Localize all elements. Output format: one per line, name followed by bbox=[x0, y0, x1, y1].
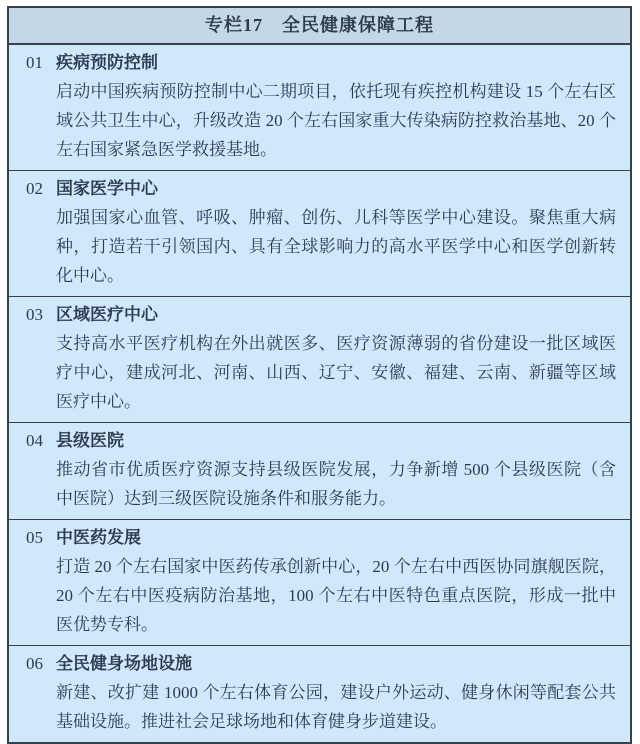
row-number: 04 bbox=[26, 431, 43, 450]
row-body-text: 启动中国疾病预防控制中心二期项目，依托现有疾控机构建设 15 个左右区域公共卫生中心，升级改造 20 个左右国家重大传染病防控救治基地、20 个左右国家紧急医学救援基地。 bbox=[56, 82, 616, 159]
row-heading: 县级医院 bbox=[56, 431, 124, 450]
row-title-line bbox=[9, 300, 630, 329]
row-number: 05 bbox=[26, 528, 43, 547]
row-heading: 区域医疗中心 bbox=[56, 305, 158, 324]
info-box-table bbox=[7, 6, 632, 744]
row-number: 06 bbox=[26, 654, 43, 673]
row-title-line bbox=[9, 426, 630, 455]
row-body-text: 支持高水平医疗机构在外出就医多、医疗资源薄弱的省份建设一批区域医疗中心，建成河北、河南、山西、辽宁、安徽、福建、云南、新疆等区域医疗中心。 bbox=[56, 334, 616, 411]
row-heading: 中医药发展 bbox=[56, 528, 141, 547]
row-heading: 疾病预防控制 bbox=[56, 53, 158, 72]
row-title-line bbox=[9, 48, 630, 77]
row-title-line bbox=[9, 649, 630, 678]
row-body-text: 推动省市优质医疗资源支持县级医院发展，力争新增 500 个县级医院（含中医院）达到三级医院设施条件和服务能力。 bbox=[56, 460, 616, 508]
row-title-line bbox=[9, 174, 630, 203]
panel-title: 专栏17 全民健康保障工程 bbox=[9, 8, 630, 45]
table-row bbox=[9, 645, 630, 742]
table-row bbox=[9, 519, 630, 645]
row-body-text: 打造 20 个左右国家中医药传承创新中心，20 个左右中西医协同旗舰医院，20 个左右中医疫病防治基地，100 个左右中医特色重点医院，形成一批中医优势专科。 bbox=[56, 557, 616, 634]
table-row bbox=[9, 422, 630, 519]
row-heading: 全民健身场地设施 bbox=[56, 654, 192, 673]
row-body-text: 新建、改扩建 1000 个左右体育公园，建设户外运动、健身休闲等配套公共基础设施。推进社会足球场地和体育健身步道建设。 bbox=[56, 683, 616, 731]
row-body-text: 加强国家心血管、呼吸、肿瘤、创伤、儿科等医学中心建设。聚焦重大病种，打造若干引领国内、具有全球影响力的高水平医学中心和医学创新转化中心。 bbox=[56, 208, 616, 285]
table-row bbox=[9, 296, 630, 422]
row-number: 01 bbox=[26, 53, 43, 72]
row-number: 02 bbox=[26, 179, 43, 198]
row-number: 03 bbox=[26, 305, 43, 324]
table-row bbox=[9, 170, 630, 296]
row-title-line bbox=[9, 523, 630, 552]
row-heading: 国家医学中心 bbox=[56, 179, 158, 198]
table-row bbox=[9, 45, 630, 170]
